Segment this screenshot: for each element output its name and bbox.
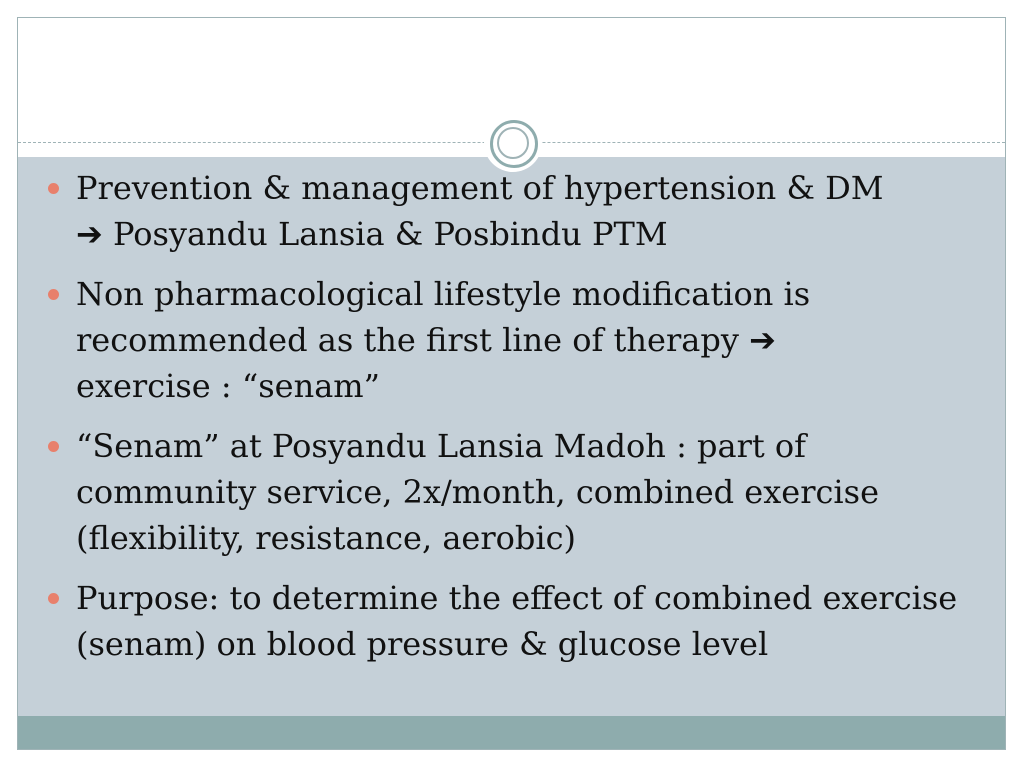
bullet-dot-icon [48,593,59,604]
arrow-right-icon: ➔ [76,215,103,253]
bullet-dot-icon [48,441,59,452]
bullet-text: exercise : “senam” [76,367,380,405]
bullet-text: Non pharmacological lifestyle modification is recommended as the first line of therapy [76,275,811,359]
arrow-right-icon: ➔ [749,321,776,359]
bullet-text: Prevention & management of hypertension & DM [76,169,884,207]
circle-ornament-icon [484,114,542,172]
bullet-item [48,423,968,561]
bullet-item [48,575,968,667]
bullet-text: Posyandu Lansia & Posbindu PTM [112,215,668,253]
footer-bar [18,716,1005,750]
bullet-text: Purpose: to determine the effect of combined exercise (senam) on blood pressure & glucose level [76,579,958,663]
bullet-item [48,165,968,257]
bullet-item [48,271,968,409]
bullet-list [48,165,968,681]
bullet-dot-icon [48,183,59,194]
bullet-dot-icon [48,289,59,300]
bullet-text: “Senam” at Posyandu Lansia Madoh : part of community service, 2x/month, combined exercise (flexibility, resistance, aerobic) [76,427,880,557]
